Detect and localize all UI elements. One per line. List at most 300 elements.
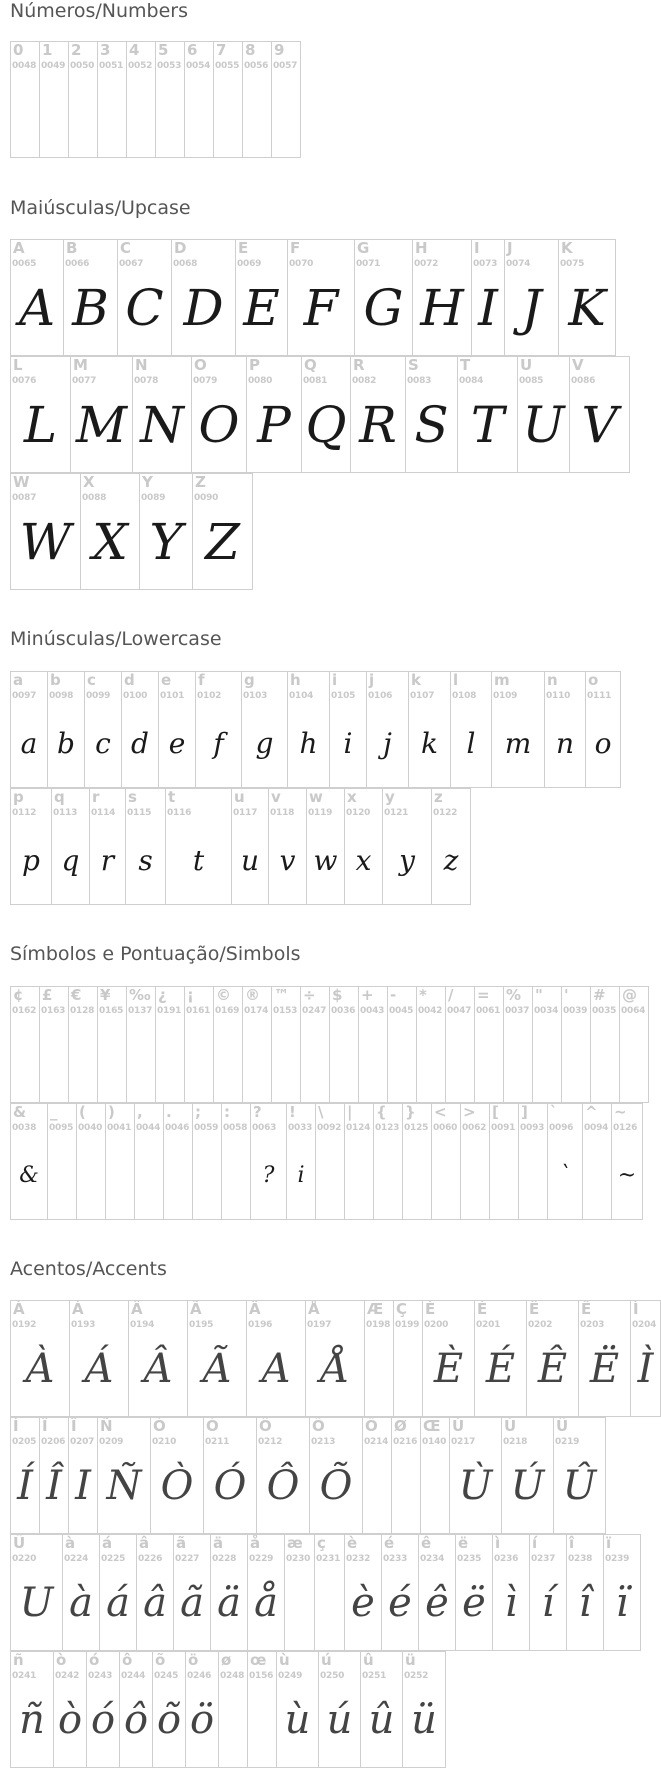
glyph-char-label: K: [561, 239, 573, 257]
glyph-code-label: 0104: [289, 691, 314, 701]
glyph-code-label: 0082: [352, 376, 377, 386]
glyph-char-label: p: [13, 788, 24, 806]
glyph-cell: [431, 1103, 461, 1220]
glyph-sample: P: [257, 396, 291, 454]
glyph-cell: [420, 1417, 450, 1534]
glyph-sample: c: [95, 727, 111, 760]
glyph-char-label: ú: [321, 1651, 332, 1669]
glyph-cell: [136, 1534, 174, 1651]
glyph-cell: [241, 671, 288, 788]
glyph-sample: ù: [284, 1697, 311, 1743]
glyph-char-label: d: [124, 671, 135, 689]
glyph-code-label: 0081: [303, 376, 328, 386]
glyph-code-label: 0037: [505, 1006, 530, 1016]
glyph-char-label: R: [353, 356, 365, 374]
glyph-code-label: 0088: [82, 493, 107, 503]
glyph-code-label: 0235: [457, 1554, 482, 1564]
glyph-char-label: Å: [308, 1300, 320, 1318]
glyph-code-label: 0198: [366, 1320, 391, 1330]
glyph-sample: `: [559, 1163, 571, 1188]
glyph-cell: [70, 356, 133, 473]
glyph-code-label: 0109: [493, 691, 518, 701]
glyph-code-label: 0247: [302, 1006, 327, 1016]
glyph-code-label: 0047: [447, 1006, 472, 1016]
glyph-sample: H: [420, 279, 464, 337]
glyph-char-label: C: [120, 239, 132, 257]
glyph-sample: l: [466, 727, 476, 760]
glyph-char-label: Ù: [452, 1417, 465, 1435]
glyph-code-label: 0090: [194, 493, 219, 503]
glyph-sample: ó: [90, 1697, 116, 1743]
glyph-code-label: 0060: [433, 1123, 458, 1133]
glyph-sample: i: [297, 1163, 305, 1188]
glyph-char-label: €: [71, 986, 82, 1004]
glyph-sample: Î: [46, 1463, 62, 1509]
glyph-char-label: {: [376, 1103, 387, 1121]
glyph-char-label: ë: [458, 1534, 469, 1552]
glyph-cell: [246, 1300, 306, 1417]
glyph-sample: ò: [57, 1697, 83, 1743]
glyph-cell: [619, 986, 649, 1103]
glyph-char-label: N: [135, 356, 148, 374]
glyph-code-label: 0244: [121, 1671, 146, 1681]
glyph-cell: [449, 1417, 502, 1534]
glyph-sample: ü: [411, 1697, 437, 1743]
glyph-char-label: 9: [274, 41, 285, 59]
glyph-code-label: 0249: [278, 1671, 303, 1681]
glyph-code-label: 0210: [152, 1437, 177, 1447]
glyph-code-label: 0204: [632, 1320, 657, 1330]
glyph-sample: ê: [425, 1580, 449, 1626]
glyph-cell: [247, 1534, 285, 1651]
glyph-cell: [155, 41, 185, 158]
glyph-sample: Ô: [266, 1463, 300, 1509]
glyph-cell: [450, 671, 492, 788]
glyph-cell: [526, 1300, 579, 1417]
glyph-char-label: #: [593, 986, 606, 1004]
glyph-sample: Ê: [537, 1346, 568, 1392]
glyph-sample: k: [421, 727, 438, 760]
glyph-code-label: 0033: [288, 1123, 313, 1133]
glyph-sample: g: [255, 727, 274, 760]
glyph-cell: [471, 239, 505, 356]
glyph-sample: Ú: [510, 1463, 545, 1509]
glyph-code-label: 0227: [175, 1554, 200, 1564]
glyph-char-label: ü: [405, 1651, 416, 1669]
glyph-sample: o: [594, 727, 612, 760]
glyph-code-label: 0107: [410, 691, 435, 701]
glyph-code-label: 0075: [560, 259, 585, 269]
glyph-sample: U: [19, 1580, 54, 1626]
glyph-cell: [276, 1651, 319, 1768]
glyph-cell: [184, 41, 214, 158]
glyph-char-label: ": [535, 986, 543, 1004]
glyph-char-label: Ã: [190, 1300, 202, 1318]
glyph-code-label: 0089: [141, 493, 166, 503]
glyph-cell: [445, 986, 475, 1103]
glyph-char-label: i: [332, 671, 338, 689]
glyph-cell: [271, 41, 301, 158]
glyph-code-label: 0153: [273, 1006, 298, 1016]
glyph-char-label: V: [572, 356, 584, 374]
glyph-cell: [566, 1534, 604, 1651]
glyph-code-label: 0124: [346, 1123, 371, 1133]
glyph-cell: [362, 1417, 392, 1534]
glyph-sample: ä: [217, 1580, 241, 1626]
glyph-cell: [287, 671, 330, 788]
glyph-sample: L: [23, 396, 58, 454]
glyph-code-label: 0226: [138, 1554, 163, 1564]
glyph-code-label: 0220: [12, 1554, 37, 1564]
glyph-code-label: 0064: [621, 1006, 646, 1016]
glyph-sample: Á: [84, 1346, 114, 1392]
glyph-code-label: 0045: [389, 1006, 414, 1016]
glyph-code-label: 0237: [531, 1554, 556, 1564]
glyph-char-label: -: [390, 986, 397, 1004]
glyph-code-label: 0049: [41, 61, 66, 71]
glyph-cell: [532, 986, 562, 1103]
glyph-code-label: 0218: [503, 1437, 528, 1447]
glyph-sample: b: [57, 727, 75, 760]
glyph-cell: [344, 1103, 374, 1220]
glyph-code-label: 0096: [549, 1123, 574, 1133]
glyph-code-label: 0163: [41, 1006, 66, 1016]
glyph-char-label: Ó: [206, 1417, 219, 1435]
glyph-cell: [125, 788, 166, 905]
glyph-sample: r: [100, 844, 115, 877]
glyph-cell: [68, 1417, 98, 1534]
glyph-code-label: 0066: [65, 259, 90, 269]
glyph-cell: [158, 671, 196, 788]
glyph-code-label: 0165: [99, 1006, 124, 1016]
glyph-code-label: 0059: [194, 1123, 219, 1133]
glyph-code-label: 0225: [101, 1554, 126, 1564]
glyph-code-label: 0236: [494, 1554, 519, 1564]
glyph-char-label: `: [550, 1103, 558, 1121]
glyph-cell: [185, 1651, 219, 1768]
glyph-sample: á: [106, 1580, 130, 1626]
glyph-code-label: 0156: [249, 1671, 274, 1681]
glyph-code-label: 0125: [404, 1123, 429, 1133]
glyph-cell: [381, 1534, 419, 1651]
glyph-char-label: U: [520, 356, 533, 374]
glyph-char-label: A: [13, 239, 25, 257]
glyph-cell: [119, 1651, 153, 1768]
glyph-code-label: 0063: [252, 1123, 277, 1133]
glyph-code-label: 0056: [244, 61, 269, 71]
glyph-char-label: ¡: [187, 986, 194, 1004]
glyph-char-label: x: [347, 788, 357, 806]
glyph-code-label: 0120: [346, 808, 371, 818]
glyph-code-label: 0076: [12, 376, 37, 386]
glyph-sample: ì: [504, 1580, 518, 1626]
glyph-code-label: 0213: [311, 1437, 336, 1447]
glyph-code-label: 0035: [592, 1006, 617, 1016]
glyph-cell: [89, 788, 126, 905]
glyph-code-label: 0228: [212, 1554, 237, 1564]
glyph-char-label: Í: [13, 1417, 19, 1435]
glyph-cell: [416, 986, 446, 1103]
glyph-cell: [256, 1417, 310, 1534]
glyph-char-label: m: [494, 671, 510, 689]
glyph-sample: I: [75, 1463, 91, 1509]
glyph-char-label: %: [506, 986, 522, 1004]
glyph-code-label: 0084: [459, 376, 484, 386]
glyph-cell: [68, 986, 98, 1103]
glyph-cell: [213, 986, 243, 1103]
glyph-sample: ï: [615, 1580, 629, 1626]
glyph-cell: [126, 41, 156, 158]
glyph-code-label: 0116: [167, 808, 192, 818]
glyph-char-label: f: [198, 671, 205, 689]
glyph-char-label: T: [460, 356, 471, 374]
glyph-cell: [569, 356, 630, 473]
glyph-char-label: w: [309, 788, 323, 806]
glyph-sample: V: [581, 396, 618, 454]
glyph-char-label: r: [92, 788, 100, 806]
glyph-char-label: æ: [287, 1534, 303, 1552]
glyph-cell: [10, 788, 52, 905]
glyph-char-label: }: [405, 1103, 416, 1121]
glyph-cell: [393, 1300, 423, 1417]
glyph-sample: E: [243, 279, 280, 337]
glyph-char-label: s: [128, 788, 137, 806]
glyph-cell: [418, 1534, 456, 1651]
glyph-code-label: 0068: [173, 259, 198, 269]
glyph-char-label: G: [357, 239, 370, 257]
glyph-sample: D: [183, 279, 224, 337]
glyph-sample: Â: [143, 1346, 173, 1392]
glyph-code-label: 0043: [360, 1006, 385, 1016]
glyph-sample: U: [522, 396, 565, 454]
glyph-char-label: ]: [521, 1103, 528, 1121]
glyph-char-label: u: [234, 788, 245, 806]
glyph-code-label: 0112: [12, 808, 37, 818]
glyph-cell: [491, 671, 545, 788]
glyph-char-label: &: [13, 1103, 27, 1121]
glyph-code-label: 0199: [395, 1320, 420, 1330]
glyph-cell: [306, 788, 345, 905]
glyph-sample: d: [131, 727, 149, 760]
glyph-code-label: 0233: [383, 1554, 408, 1564]
glyph-code-label: 0197: [307, 1320, 332, 1330]
glyph-cell: [585, 671, 621, 788]
glyph-sample: z: [443, 844, 459, 877]
section-title-upcase: Maiúsculas/Upcase: [10, 197, 191, 219]
glyph-sample: Ì: [637, 1346, 654, 1392]
glyph-char-label: B: [66, 239, 78, 257]
glyph-code-label: 0041: [107, 1123, 132, 1133]
glyph-cell: [286, 1103, 316, 1220]
glyph-code-label: 0039: [563, 1006, 588, 1016]
glyph-code-label: 0111: [587, 691, 612, 701]
glyph-code-label: 0205: [12, 1437, 37, 1447]
glyph-char-label: ó: [89, 1651, 100, 1669]
glyph-char-label: ø: [221, 1651, 232, 1669]
glyph-code-label: 0238: [568, 1554, 593, 1564]
glyph-code-label: 0046: [165, 1123, 190, 1133]
glyph-char-label: ò: [56, 1651, 67, 1669]
glyph-code-label: 0069: [237, 259, 262, 269]
glyph-char-label: e: [161, 671, 172, 689]
glyph-char-label: É: [477, 1300, 488, 1318]
glyph-char-label: Ú: [504, 1417, 517, 1435]
glyph-sample: ô: [123, 1697, 149, 1743]
glyph-sample: h: [299, 727, 318, 760]
glyph-char-label: ô: [122, 1651, 133, 1669]
glyph-code-label: 0106: [368, 691, 393, 701]
glyph-code-label: 0217: [451, 1437, 476, 1447]
glyph-sample: Q: [305, 396, 347, 454]
glyph-cell: [284, 1534, 315, 1651]
glyph-char-label: q: [54, 788, 65, 806]
glyph-code-label: 0103: [243, 691, 268, 701]
glyph-cell: [10, 356, 71, 473]
glyph-sample: y: [399, 844, 415, 877]
glyph-code-label: 0191: [157, 1006, 182, 1016]
glyph-code-label: 0050: [70, 61, 95, 71]
glyph-cell: [431, 788, 471, 905]
glyph-code-label: 0174: [244, 1006, 269, 1016]
glyph-code-label: 0051: [99, 61, 124, 71]
glyph-char-label: [: [492, 1103, 499, 1121]
glyph-code-label: 0212: [258, 1437, 283, 1447]
glyph-cell: [558, 239, 616, 356]
glyph-char-label: Û: [556, 1417, 569, 1435]
glyph-sample: Ó: [213, 1463, 247, 1509]
glyph-cell: [314, 1534, 345, 1651]
glyph-sample: Ë: [589, 1346, 620, 1392]
glyph-char-label: À: [13, 1300, 25, 1318]
glyph-code-label: 0209: [99, 1437, 124, 1447]
glyph-cell: [152, 1651, 186, 1768]
glyph-char-label: L: [13, 356, 23, 374]
glyph-cell: [171, 239, 236, 356]
glyph-char-label: Z: [195, 473, 206, 491]
glyph-sample: a: [20, 727, 38, 760]
section-title-symbols: Símbolos e Pontuação/Simbols: [10, 943, 301, 965]
glyph-code-label: 0252: [404, 1671, 429, 1681]
glyph-cell: [460, 1103, 490, 1220]
glyph-char-label: Î: [42, 1417, 48, 1435]
glyph-cell: [329, 671, 367, 788]
glyph-cell: [408, 671, 451, 788]
glyph-sample: É: [485, 1346, 516, 1392]
glyph-sample: ö: [189, 1697, 215, 1743]
glyph-sample: Í: [17, 1463, 33, 1509]
glyph-code-label: 0087: [12, 493, 37, 503]
glyph-cell: [10, 1651, 54, 1768]
glyph-cell: [271, 986, 301, 1103]
glyph-char-label: t: [168, 788, 176, 806]
glyph-code-label: 0079: [193, 376, 218, 386]
glyph-char-label: *: [419, 986, 427, 1004]
glyph-code-label: 0080: [248, 376, 273, 386]
glyph-cell: [62, 1534, 100, 1651]
glyph-cell: [63, 239, 118, 356]
glyph-char-label: 1: [42, 41, 53, 59]
glyph-cell: [10, 671, 48, 788]
glyph-char-label: D: [174, 239, 187, 257]
glyph-code-label: 0098: [49, 691, 74, 701]
glyph-code-label: 0232: [346, 1554, 371, 1564]
glyph-cell: [53, 1651, 87, 1768]
glyph-code-label: 0065: [12, 259, 37, 269]
glyph-cell: [318, 1651, 361, 1768]
glyph-cell: [630, 1300, 661, 1417]
glyph-code-label: 0102: [197, 691, 222, 701]
glyph-sample: F: [303, 279, 339, 337]
glyph-cell: [191, 356, 247, 473]
glyph-code-label: 0118: [270, 808, 295, 818]
glyph-code-label: 0093: [520, 1123, 545, 1133]
glyph-char-label: Õ: [312, 1417, 325, 1435]
glyph-sample: n: [555, 727, 575, 760]
glyph-char-label: E: [238, 239, 249, 257]
glyph-char-label: o: [588, 671, 599, 689]
glyph-cell: [173, 1534, 211, 1651]
glyph-char-label: ê: [421, 1534, 432, 1552]
glyph-char-label: â: [139, 1534, 150, 1552]
glyph-code-label: 0211: [205, 1437, 230, 1447]
glyph-cell: [309, 1417, 363, 1534]
glyph-char-label: X: [83, 473, 95, 491]
glyph-code-label: 0100: [123, 691, 148, 701]
glyph-char-label: !: [289, 1103, 296, 1121]
section-title-numbers: Números/Numbers: [10, 0, 188, 22]
glyph-char-label: (: [79, 1103, 86, 1121]
glyph-code-label: 0251: [362, 1671, 387, 1681]
glyph-cell: [203, 1417, 257, 1534]
glyph-sample: A: [18, 279, 56, 337]
glyph-code-label: 0229: [249, 1554, 274, 1564]
glyph-cell: [10, 1103, 48, 1220]
glyph-cell: [402, 1651, 446, 1768]
glyph-sample: m: [504, 727, 532, 760]
glyph-cell: [344, 788, 383, 905]
glyph-char-label: Ç: [396, 1300, 408, 1318]
glyph-code-label: 0114: [91, 808, 116, 818]
glyph-cell: [184, 986, 214, 1103]
glyph-cell: [360, 1651, 403, 1768]
glyph-char-label: í: [532, 1534, 538, 1552]
glyph-char-label: ¢: [13, 986, 24, 1004]
glyph-sample: è: [351, 1580, 375, 1626]
glyph-sample: î: [578, 1580, 592, 1626]
glyph-char-label: F: [290, 239, 301, 257]
glyph-cell: [51, 788, 90, 905]
glyph-char-label: a: [13, 671, 24, 689]
glyph-sample: ?: [262, 1163, 275, 1188]
glyph-sample: Y: [149, 513, 183, 571]
glyph-char-label: 8: [245, 41, 256, 59]
glyph-char-label: î: [569, 1534, 575, 1552]
glyph-char-label: £: [42, 986, 53, 1004]
glyph-char-label: ®: [245, 986, 260, 1004]
glyph-sample: f: [213, 727, 224, 760]
glyph-sample: à: [69, 1580, 93, 1626]
glyph-char-label: Ñ: [100, 1417, 113, 1435]
glyph-char-label: I: [474, 239, 480, 257]
glyph-sample: X: [92, 513, 128, 571]
glyph-cell: [10, 473, 81, 590]
glyph-cell: [561, 986, 591, 1103]
glyph-char-label: Ì: [633, 1300, 639, 1318]
glyph-cell: [582, 1103, 612, 1220]
glyph-cell: [544, 671, 586, 788]
glyph-cell: [603, 1534, 641, 1651]
glyph-cell: [329, 986, 359, 1103]
